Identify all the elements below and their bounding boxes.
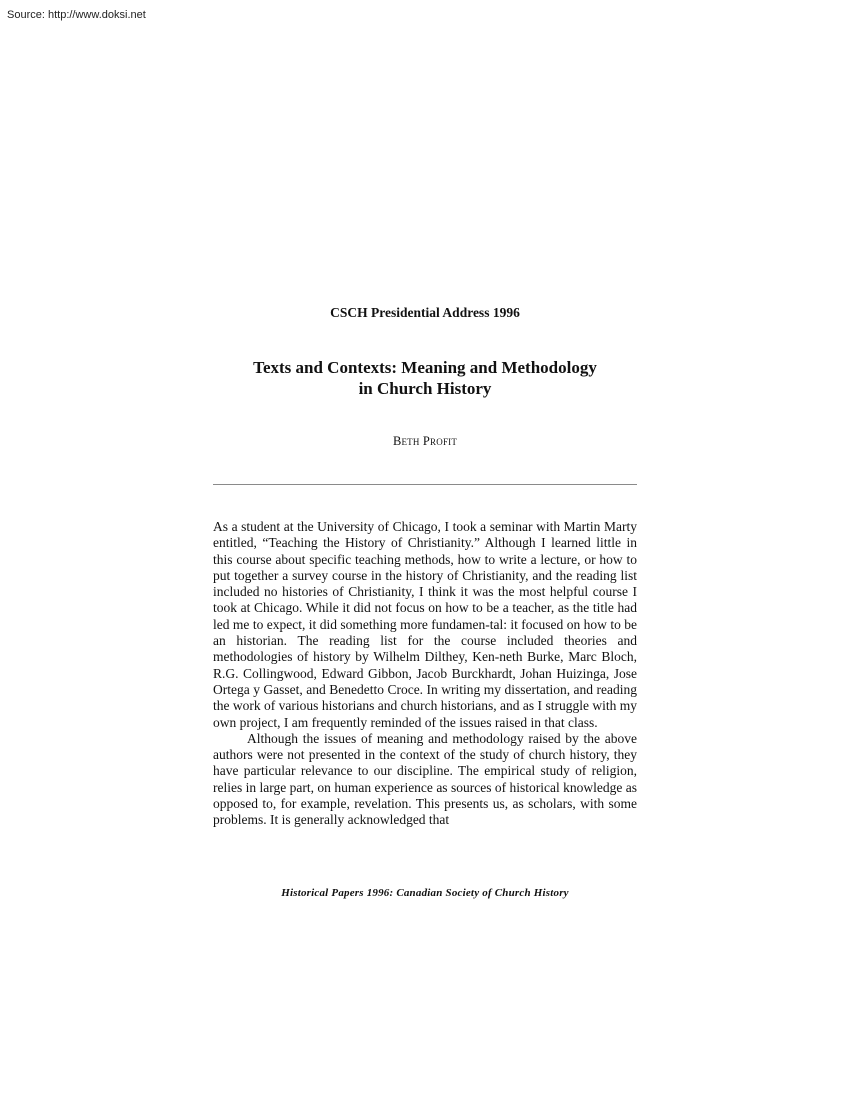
address-heading: CSCH Presidential Address 1996 [330, 305, 520, 320]
article-body [213, 519, 637, 829]
body-paragraph: As a student at the University of Chicago, I took a seminar with Martin Marty entitled, “Teaching the History of Christianity.” Although I learned little in this course about specific teaching methods, how to write a lecture, or how to put together a survey course in the history of Christianity, and the reading list included no histories of Christianity, I think it was the most helpful course I took at Chicago. While it did not focus on how to be a teacher, as the title had led me to expect, it did something more fundamen-tal: it focused on how to be an historian. The reading list for the course included theories and methodologies of history by Wilhelm Dilthey, Ken-neth Burke, Marc Bloch, R.G. Collingwood, Edward Gibbon, Jacob Burckhardt, Johan Huizinga, Jose Ortega y Gasset, and Benedetto Croce. In writing my dissertation, and reading the work of various historians and church historians, and as I struggle with my own project, I am frequently reminded of the issues raised in that class. [213, 519, 637, 730]
body-paragraph: Although the issues of meaning and methodology raised by the above authors were not presented in the context of the study of church history, they have particular relevance to our discipline. The empirical study of religion, relies in large part, on human experience as sources of historical knowledge as opposed to, for example, revelation. This presents us, as scholars, with some problems. It is generally acknowledged that [213, 730, 637, 828]
article-title [0, 357, 850, 399]
page-footer: Historical Papers 1996: Canadian Society of Church History [281, 887, 569, 899]
article-title-line-2: in Church History [358, 379, 492, 398]
author-name: Beth Profit [392, 434, 458, 448]
article-title-line-1: Texts and Contexts: Meaning and Methodology [253, 358, 597, 377]
source-line: Source: http://www.doksi.net [7, 9, 146, 21]
header-divider [213, 484, 637, 485]
